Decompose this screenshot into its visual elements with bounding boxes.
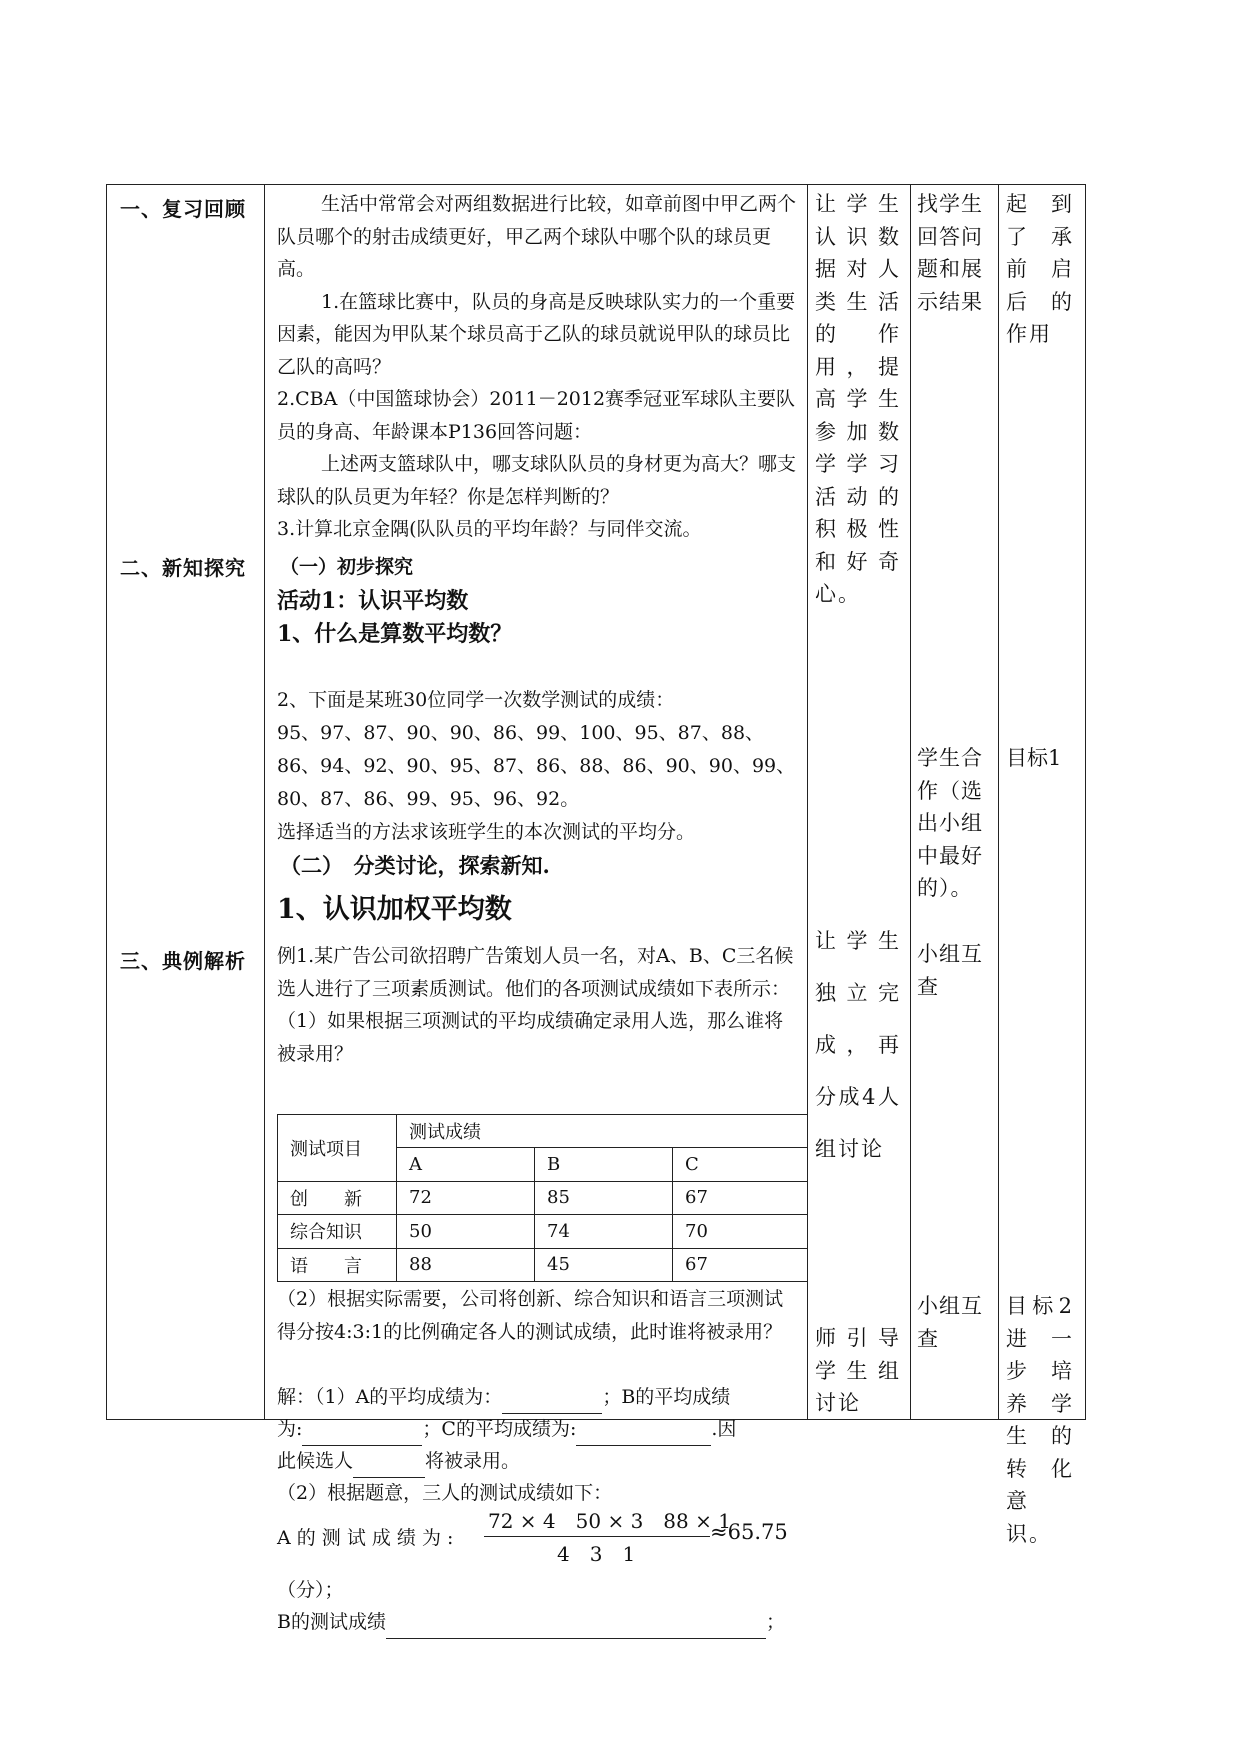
- example-question-1: （1）如果根据三项测试的平均成绩确定录用人选，那么谁将被录用？: [277, 1010, 784, 1065]
- section-heading-examples: 三、典例解析: [120, 949, 246, 973]
- data-task: 选择适当的方法求该班学生的本次测试的平均分。: [277, 821, 696, 843]
- data-intro: 2、下面是某班30位同学一次数学测试的成绩：: [277, 689, 675, 711]
- column-divider: [910, 184, 911, 1420]
- score-data-block: [277, 684, 797, 849]
- activity-note-1: 找学生回答问题和展示结果: [917, 192, 983, 314]
- a-score-label: A 的 测 试 成 绩 为 :: [277, 1527, 454, 1549]
- solution-line-2: [277, 1413, 802, 1446]
- purpose-note-3: 师引导学生组讨论: [815, 1326, 901, 1415]
- intent-note-3: 目标2进一步培养学生的转化意识。: [1006, 1294, 1074, 1546]
- table-header-score: 测试成绩: [397, 1115, 808, 1148]
- b-score-line: [277, 1606, 802, 1639]
- review-question-2: 2.CBA（中国篮球协会）2011－2012赛季冠亚军球队主要队员的身高、年龄课本P136回答问题：: [277, 388, 796, 443]
- cell: 72: [397, 1181, 535, 1214]
- answer-blank[interactable]: [353, 1455, 425, 1478]
- solution-text: 将被录用。: [425, 1450, 521, 1472]
- answer-blank[interactable]: [302, 1423, 422, 1446]
- cell: 67: [673, 1248, 808, 1281]
- solution-text: 此候选人: [277, 1450, 354, 1472]
- solution-b-label: ；B的平均成绩: [602, 1386, 731, 1408]
- cell: 67: [673, 1181, 808, 1214]
- section-heading-explore: 二、新知探究: [120, 556, 246, 580]
- table-row: [278, 1248, 808, 1281]
- mean-question-heading: 1、什么是算数平均数？: [277, 621, 513, 647]
- cell: 45: [535, 1248, 673, 1281]
- answer-blank[interactable]: [386, 1616, 766, 1639]
- purpose-note-2: 让学生独立完成，再分成4人组讨论: [815, 929, 901, 1161]
- solution-part-2: （2）根据题意，三人的测试成绩如下：: [277, 1482, 613, 1504]
- cell: 85: [535, 1181, 673, 1214]
- column-divider: [998, 184, 999, 1420]
- fraction-bar: [484, 1536, 710, 1537]
- table-row: [278, 1215, 808, 1248]
- example-text: 例1.某广告公司欲招聘广告策划人员一名，对A、B、C三名候选人进行了三项素质测试。他们的各项测试成绩如下表所示：: [277, 945, 794, 1000]
- data-line: 95、97、87、90、90、86、99、100、95、87、88、: [277, 722, 765, 744]
- explore-subheading-1: （一）初步探究: [280, 556, 414, 578]
- section-heading-review: 一、复习回顾: [120, 197, 246, 221]
- purpose-note-1: 让学生认识数据对人类生活的作用，提高学生参加数学学习活动的积极性和好奇心。: [815, 192, 901, 606]
- review-question-1: 1.在篮球比赛中，队员的身高是反映球队实力的一个重要因素，能因为甲队某个球员高于乙队的球员就说甲队的球员比乙队的高吗？: [277, 290, 796, 378]
- score-table: [277, 1114, 808, 1282]
- example-content: [277, 940, 797, 1070]
- intent-note-2: 目标1: [1006, 746, 1062, 770]
- data-line: 80、87、86、99、95、96、92。: [277, 788, 580, 810]
- solution-text: ；C的平均成绩为:: [422, 1418, 577, 1440]
- approx-result: ≈65.75: [710, 1520, 788, 1544]
- cell: 74: [535, 1215, 673, 1248]
- table-row: [278, 1181, 808, 1214]
- review-question-3: 3.计算北京金隅(队队员的平均年龄？与同伴交流。: [277, 518, 702, 540]
- activity-note-3: 小组互查: [917, 942, 983, 999]
- table-col-b: B: [535, 1148, 673, 1181]
- answer-blank[interactable]: [502, 1391, 602, 1414]
- b-score-label: B的测试成绩: [277, 1611, 386, 1633]
- review-content: [277, 188, 797, 546]
- solution-text: 为:: [277, 1418, 303, 1440]
- cell: 50: [397, 1215, 535, 1248]
- example-question-2: （2）根据实际需要，公司将创新、综合知识和语言三项测试得分按4:3:1的比例确定各人的测试成绩，此时谁将被录用？: [277, 1288, 784, 1343]
- activity-note-2: 学生合作（选出小组中最好的）。: [917, 746, 983, 900]
- data-line: 86、94、92、90、95、87、86、88、86、90、90、99、: [277, 755, 796, 777]
- table-col-c: C: [673, 1148, 808, 1181]
- solution-text: .因: [711, 1418, 737, 1440]
- activity-heading: 活动1：认识平均数: [277, 588, 469, 614]
- row-label: 语 言: [278, 1248, 397, 1281]
- table-header-item: 测试项目: [278, 1115, 397, 1182]
- review-intro: 生活中常常会对两组数据进行比较，如章前图中甲乙两个队员哪个的射击成绩更好，甲乙两个球队中哪个队的球员更高。: [277, 193, 797, 280]
- column-divider: [264, 184, 265, 1420]
- weighted-mean-heading: 1、认识加权平均数: [277, 894, 512, 925]
- solution-a-label: 解：（1）A的平均成绩为：: [277, 1386, 503, 1408]
- table-col-a: A: [397, 1148, 535, 1181]
- intent-note-1: 起到了承前启后的作用: [1006, 192, 1074, 346]
- cell: 88: [397, 1248, 535, 1281]
- answer-blank[interactable]: [576, 1423, 711, 1446]
- row-label: 综合知识: [278, 1215, 397, 1248]
- activity-note-4: 小组互查: [917, 1294, 983, 1351]
- solution-line-1: [277, 1381, 802, 1414]
- review-question-2b: 上述两支篮球队中，哪支球队队员的身材更为高大？哪支球队的队员更为年轻？你是怎样判断的？: [277, 453, 797, 508]
- fraction-denominator: 4 3 1: [557, 1542, 636, 1566]
- solution-line-3: [277, 1445, 802, 1478]
- solution-text: ；: [765, 1611, 785, 1633]
- row-label: 创 新: [278, 1181, 397, 1214]
- explore-subheading-2: （二） 分类讨论，探索新知.: [280, 853, 550, 878]
- score-unit: （分）；: [277, 1579, 344, 1601]
- cell: 70: [673, 1215, 808, 1248]
- fraction-numerator: 72 × 4 50 × 3 88 × 1: [488, 1509, 731, 1533]
